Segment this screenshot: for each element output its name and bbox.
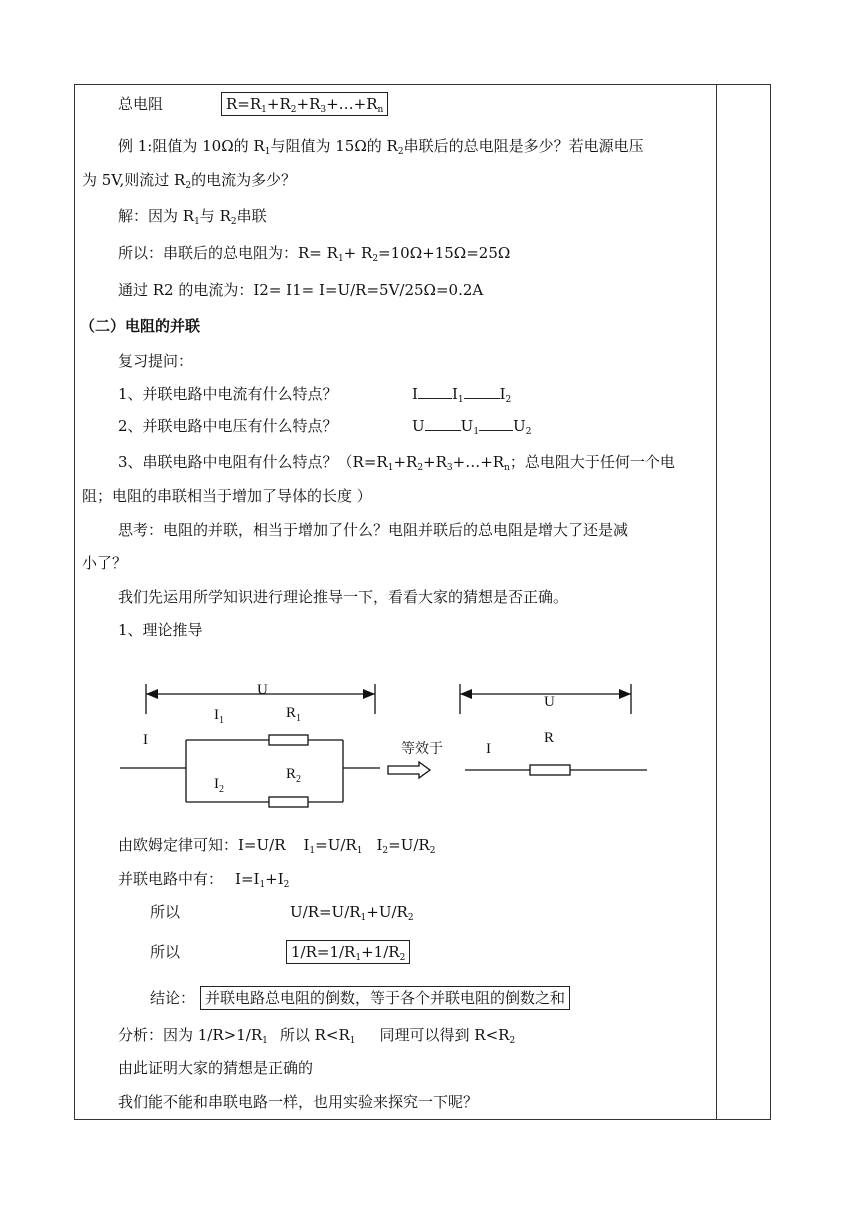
- so-formula-2: $1/R=1/R_1+1/R_2$: [286, 940, 410, 964]
- review-title: 复习提问：: [118, 352, 194, 370]
- label-u-left: U: [257, 682, 268, 698]
- intro-text: 我们先运用所学知识进行理论推导一下，看看大家的猜想是否正确。: [118, 588, 569, 606]
- equivalence-arrow: [388, 762, 430, 778]
- section-title: （二）电阻的并联: [80, 317, 201, 335]
- resistor-r2: [269, 797, 308, 807]
- label-i-left: I: [143, 732, 148, 748]
- think-line-2: 小了？: [82, 554, 128, 572]
- solution-line-2: 所以：串联后的总电阻为：$R= R_1+ R_2=10\Omega+15\Omega=25\Omega$: [118, 244, 511, 264]
- circuit-diagram: [110, 672, 670, 814]
- label-r2: $R_2$: [286, 766, 302, 785]
- example-line-1: 例 1:阻值为 10Ω的 $R_1$与阻值为 15Ω的 $R_2$串联后的总电阻是多少？若电源电压: [118, 137, 644, 157]
- review-q3-line-1: 3、串联电路中电阻有什么特点？（$R=R_1+R_2+R_3+\dots+R_n$；总电阻大于任何一个电: [118, 453, 675, 473]
- resistor-r1: [269, 735, 308, 745]
- label-r1: $R_1$: [286, 705, 302, 724]
- so-label-2: 所以: [150, 943, 181, 961]
- conclusion-text: 并联电路总电阻的倒数，等于各个并联电阻的倒数之和: [200, 986, 570, 1010]
- review-q2: 2、并联电路中电压有什么特点？: [118, 417, 338, 435]
- parallel-circuit-line: 并联电路中有： $I=I_1+I_2$: [118, 870, 290, 890]
- column-divider: [716, 84, 717, 1120]
- ohm-law-line: 由欧姆定律可知：I=U/R $I_1=U/R_1$ $I_2=U/R_2$: [118, 836, 436, 856]
- review-q2-symbols: U $U_1$ $U_2$: [412, 417, 532, 437]
- label-r-right: R: [544, 730, 555, 746]
- label-equivalent: 等效于: [401, 741, 443, 757]
- analysis-line: 分析：因为 $1/R>1/R_1$ 所以 $R<R_1$ 同理可以得到 $R<R_2$: [118, 1026, 516, 1046]
- example-line-2: 为 5V,则流过 $R_2$的电流为多少？: [82, 171, 297, 191]
- think-line-1: 思考：电阻的并联，相当于增加了什么？电阻并联后的总电阻是增大了还是减: [118, 521, 629, 539]
- review-q3-line-2: 阻；电阻的串联相当于增加了导体的长度 ）: [82, 487, 372, 505]
- total-resistance-formula: $R=R_1+R_2+R_3+\dots+R_n$: [221, 92, 388, 116]
- label-u-right: U: [544, 694, 555, 710]
- resistor-r: [530, 765, 570, 775]
- question-line: 我们能不能和串联电路一样，也用实验来探究一下呢？: [118, 1093, 479, 1111]
- total-resistance-label: 总电阻: [118, 95, 164, 113]
- derivation-title: 1、理论推导: [118, 621, 203, 639]
- conclusion-label: 结论：: [150, 989, 196, 1007]
- review-q1: 1、并联电路中电流有什么特点？: [118, 385, 338, 403]
- proof-line: 由此证明大家的猜想是正确的: [118, 1059, 314, 1077]
- review-q1-symbols: I $I_1$ $I_2$: [412, 385, 512, 405]
- label-i-right: I: [486, 741, 491, 757]
- so-label-1: 所以: [150, 903, 181, 921]
- label-i2: $I_2$: [214, 776, 224, 795]
- label-i1: $I_1$: [214, 707, 224, 726]
- solution-line-1: 解：因为 $R_1$与 $R_2$串联: [118, 207, 267, 227]
- so-formula-1: $U/R=U/R_1+U/R_2$: [290, 903, 414, 923]
- solution-line-3: 通过 R2 的电流为：I2= I1= I=U/R=5V/25Ω=0.2A: [118, 281, 484, 299]
